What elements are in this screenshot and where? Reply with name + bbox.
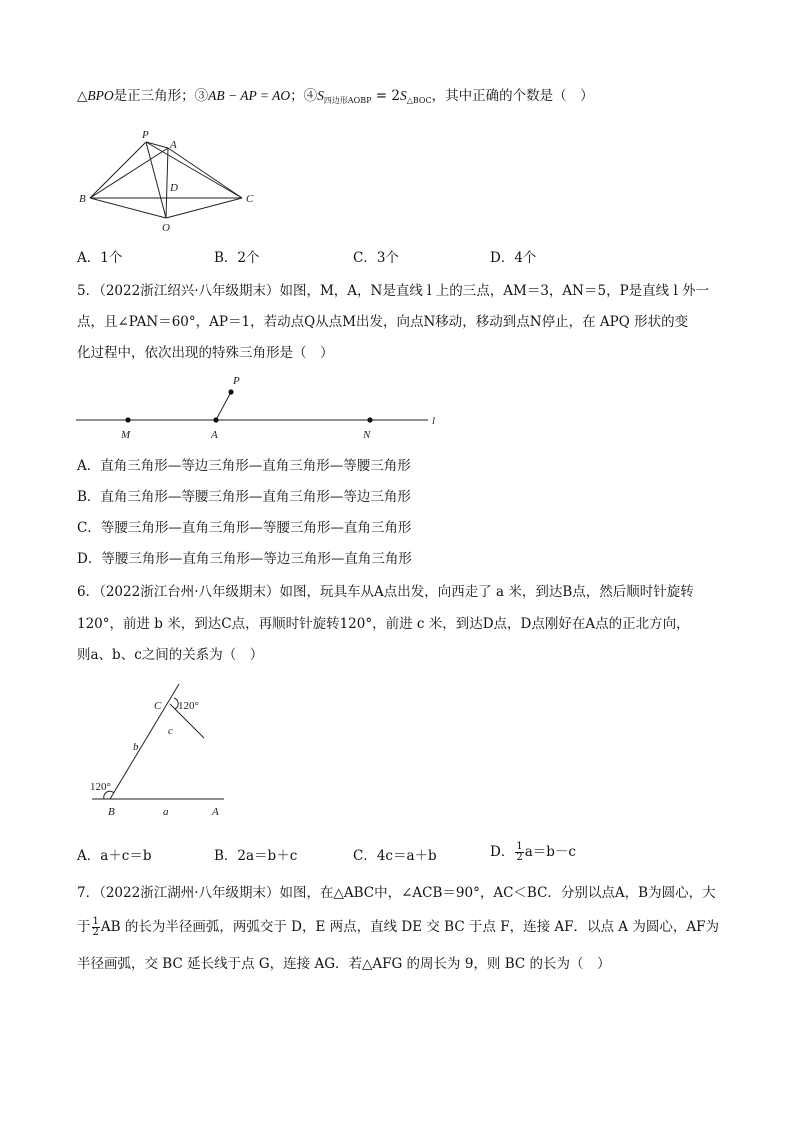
- q4-option-d[interactable]: D．4个: [490, 250, 537, 266]
- q6-option-c[interactable]: C．4c＝a＋b: [353, 848, 437, 864]
- q5-line-3: 化过程中，依次出现的特殊三角形是（ ）: [77, 345, 334, 361]
- edge-ao: [166, 148, 168, 218]
- label-n: N: [363, 429, 371, 441]
- edge-ba: [90, 148, 168, 198]
- q6-line-1: 6．（2022浙江台州·八年级期末）如图，玩具车从A点出发，向西走了 a 米，到达B点，然后顺时针旋转: [77, 584, 694, 600]
- q6-option-b[interactable]: B．2a＝b＋c: [214, 848, 298, 864]
- label-c: C: [154, 700, 162, 712]
- q7-line-1: 7．（2022浙江湖州·八年级期末）如图，在△ABC中，∠ACB＝90°，AC＜BC．分别以点A，B为圆心，大: [77, 885, 716, 901]
- q5-option-c[interactable]: C．等腰三角形—直角三角形—等腰三角形—直角三角形: [77, 520, 412, 536]
- q4-geometry-figure: [76, 124, 266, 236]
- fraction-denominator: 2: [92, 927, 99, 938]
- q4-option-a[interactable]: A．1个: [77, 250, 123, 266]
- edge-po: [146, 142, 166, 218]
- edge-oc: [166, 198, 242, 218]
- edge-bp: [90, 142, 146, 198]
- fraction-numerator: 1: [92, 916, 99, 927]
- q4-option-c[interactable]: C．3个: [353, 250, 399, 266]
- q5-line-2: 点，且∠PAN＝60°，AP＝1，若动点Q从点M出发，向点N移动，移动到点N停止，在 APQ 形状的变: [77, 314, 689, 330]
- segment-bc: [110, 684, 179, 799]
- edge-pc: [146, 142, 242, 198]
- q5-option-a[interactable]: A．直角三角形—等边三角形—直角三角形—等腰三角形: [77, 458, 411, 474]
- q4-area-s1: S: [317, 88, 324, 103]
- q7-line-2: [77, 917, 727, 938]
- label-b-length: b: [133, 741, 139, 753]
- point-p: [228, 389, 233, 394]
- q6-option-d-fraction: [515, 842, 523, 863]
- q7-line-3: 半径画弧，交 BC 延长线于点 G，连接 AG．若△AFG 的周长为 9，则 BC 的长为（ ）: [77, 956, 611, 972]
- q7-line-2-a: 于: [77, 919, 91, 935]
- label-angle-bottom: 120°: [90, 781, 111, 793]
- edge-pa: [146, 142, 168, 148]
- q6-line-2: 120°，前进 b 米，到达C点，再顺时针旋转120°，前进 c 米，到达D点，D点刚好在A点的正北方向，: [77, 616, 690, 632]
- fraction-denominator: 2: [516, 852, 523, 863]
- q5-option-b[interactable]: B．直角三角形—等腰三角形—直角三角形—等边三角形: [77, 489, 411, 505]
- label-a: A: [170, 139, 177, 151]
- point-m: [125, 417, 130, 422]
- label-p: P: [233, 375, 240, 387]
- label-c: C: [246, 193, 254, 205]
- label-a: A: [212, 806, 219, 818]
- point-n: [367, 417, 372, 422]
- q4-text-c: 是正三角形；③: [113, 88, 209, 104]
- fraction-numerator: 1: [516, 841, 523, 852]
- q4-eq-ab-ap: AB − AP = AO: [208, 88, 291, 103]
- q4-text-k: ，其中正确的个数是（ ）: [431, 88, 594, 104]
- label-m: M: [121, 429, 131, 441]
- q4-area-sub1: 四边形AOBP: [323, 96, 372, 105]
- label-b: B: [108, 806, 115, 818]
- q6-option-d[interactable]: [490, 842, 576, 863]
- label-c-length: c: [168, 725, 173, 737]
- q6-option-a[interactable]: A．a＋c＝b: [77, 848, 152, 864]
- q4-statement: [77, 86, 727, 111]
- segment-ap: [216, 392, 231, 420]
- q7-half-fraction: [92, 917, 100, 938]
- q5-option-d[interactable]: D．等腰三角形—直角三角形—等边三角形—直角三角形: [77, 551, 412, 567]
- q4-area-s2: S: [399, 88, 407, 103]
- label-a: A: [211, 429, 218, 441]
- q6-option-d-rest: a＝b－c: [524, 844, 576, 860]
- q4-option-b[interactable]: B．2个: [214, 250, 260, 266]
- q4-area-sub2: △BOC: [406, 96, 432, 105]
- label-b: B: [79, 193, 86, 205]
- point-a: [213, 417, 218, 422]
- label-a-length: a: [163, 806, 169, 818]
- label-l: l: [432, 415, 436, 427]
- q7-line-2-b: AB 的长为半径画弧，两弧交于 D，E 两点，直线 DE 交 BC 于点 F，连接 AF．以点 A 为圆心，AF为: [100, 919, 719, 935]
- label-p: P: [142, 129, 149, 141]
- q4-triangle-bpo: BPO: [87, 88, 114, 103]
- label-angle-top: 120°: [178, 700, 199, 712]
- q6-option-d-prefix: D．: [490, 844, 515, 860]
- q4-eq-two: = 2: [371, 88, 400, 104]
- q4-text-e: ；④: [290, 88, 318, 104]
- q6-line-3: 则a、b、c之间的关系为（ ）: [77, 647, 264, 663]
- q5-line-1: 5．（2022浙江绍兴·八年级期末）如图，M，A，N是直线 l 上的三点，AM＝3，AN＝5，P是直线 l 外一: [77, 283, 710, 299]
- q5-line-figure: [76, 370, 446, 442]
- q6-path-figure: [86, 678, 246, 822]
- label-o: O: [162, 222, 170, 234]
- label-d: D: [170, 182, 178, 194]
- triangle-symbol: △: [77, 88, 88, 104]
- edge-bo: [90, 198, 166, 218]
- edge-ac: [168, 148, 242, 198]
